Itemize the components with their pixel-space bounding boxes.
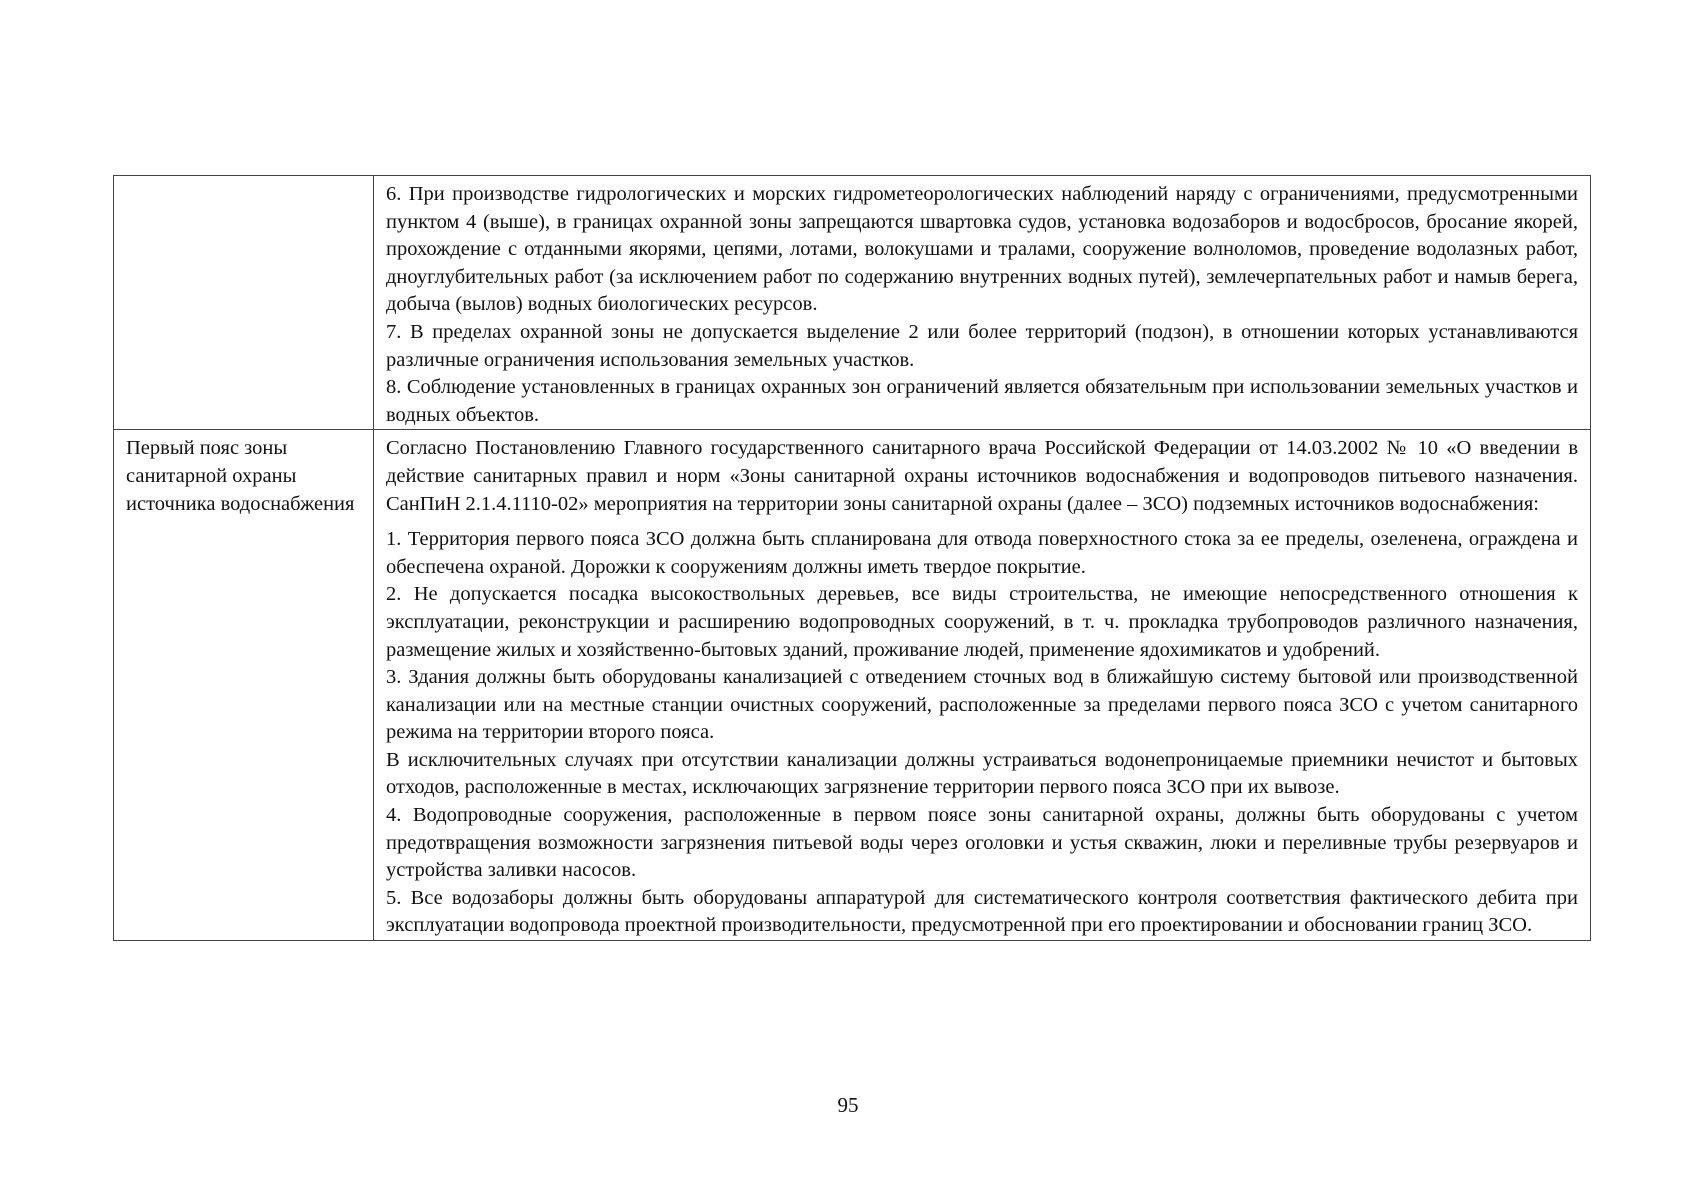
paragraph: 3. Здания должны быть оборудованы канализацией с отведением сточных вод в ближайшую систему бытовой или производственной канализации или на местные станции очистных сооружений, расположенные за пределами первого пояса ЗСО с учетом санитарного режима на территории второго пояса. <box>386 666 1578 744</box>
row2-right-cell <box>374 430 1591 941</box>
document-table <box>113 175 1591 941</box>
paragraph: 6. При производстве гидрологических и морских гидрометеорологических наблюдений наряду с ограничениями, предусмотренными пунктом 4 (выше), в границах охранной зоны запрещаются швартовка судов, установка водозаборов и водосбросов, бросание якорей, прохождение с отданными якорями, цепями, лотами, волокушами и тралами, сооружение волноломов, проведение водолазных работ, дноуглубительных работ (за исключением работ по содержанию внутренних водных путей), землечерпательных работ и намыв берега, добыча (вылов) водных биологических ресурсов. <box>386 183 1578 316</box>
paragraph-gap <box>386 518 1578 526</box>
page-number: 95 <box>837 1093 859 1117</box>
row1-right-cell <box>374 176 1591 430</box>
paragraph: 5. Все водозаборы должны быть оборудованы аппаратурой для систематического контроля соответствия фактического дебита при эксплуатации водопровода проектной производительности, предусмотренной при его проектировании и обосновании границ ЗСО. <box>386 886 1578 937</box>
paragraph: 8. Соблюдение установленных в границах охранных зон ограничений является обязательным при использовании земельных участков и водных объектов. <box>386 376 1578 426</box>
paragraph: 7. В пределах охранной зоны не допускается выделение 2 или более территорий (подзон), в отношении которых устанавливаются различные ограничения использования земельных участков. <box>386 320 1578 371</box>
intro-paragraph: Согласно Постановлению Главного государственного санитарного врача Российской Федерации от 14.03.2002 № 10 «О введении в действие санитарных правил и норм «Зоны санитарной охраны источников водоснабжения и водопроводов питьевого назначения. СанПиН 2.1.4.1110-02» мероприятия на территории зоны санитарной охраны (далее – ЗСО) подземных источников водоснабжения: <box>386 437 1578 515</box>
paragraph: 4. Водопроводные сооружения, расположенные в первом поясе зоны санитарной охраны, должны быть оборудованы с учетом предотвращения возможности загрязнения питьевой воды через оголовки и устья скважин, люки и переливные трубы резервуаров и устройства заливки насосов. <box>386 804 1578 882</box>
paragraph: В исключительных случаях при отсутствии канализации должны устраиваться водонепроницаемые приемники нечистот и бытовых отходов, расположенные в местах, исключающих загрязнение территории первого пояса ЗСО при их вывозе. <box>386 748 1578 799</box>
row2-left-cell: Первый пояс зоны санитарной охраны источника водоснабжения <box>114 430 374 941</box>
paragraph: 1. Территория первого пояса ЗСО должна быть спланирована для отвода поверхностного стока за ее пределы, озеленена, ограждена и обеспечена охраной. Дорожки к сооружениям должны иметь твердое покрытие. <box>386 528 1578 578</box>
table-row <box>114 176 1591 430</box>
row1-left-cell <box>114 176 374 430</box>
table-row <box>114 430 1591 941</box>
paragraph: 2. Не допускается посадка высокоствольных деревьев, все виды строительства, не имеющие непосредственного отношения к эксплуатации, реконструкции и расширению водопроводных сооружений, в т. ч. прокладка трубопроводов различного назначения, размещение жилых и хозяйственно-бытовых зданий, проживание людей, применение ядохимикатов и удобрений. <box>386 583 1578 661</box>
